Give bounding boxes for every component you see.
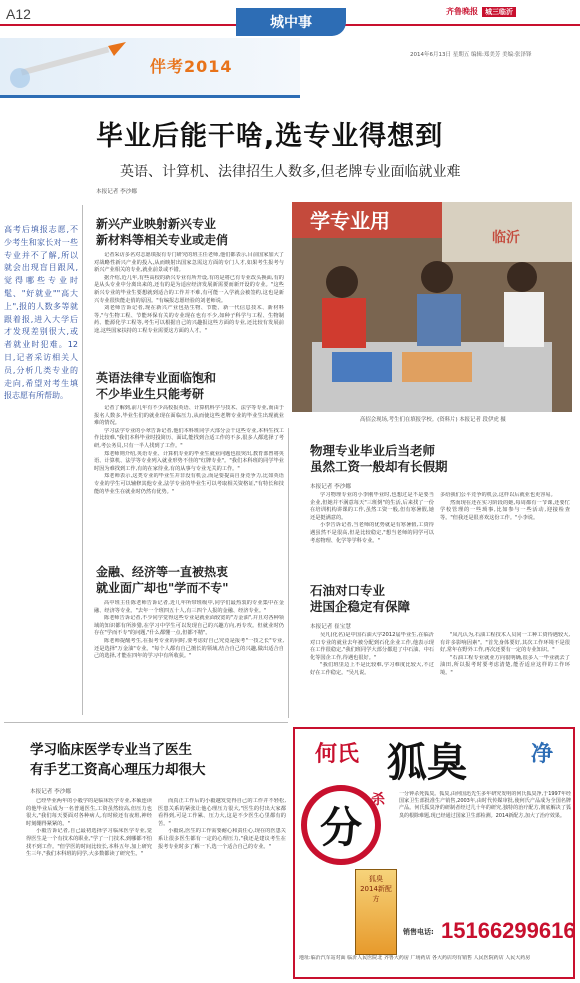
page-number: A12 (6, 6, 31, 22)
paragraph: 小毅告诉记者,自己最初选择学习临床医学专业,觉得医生是一个有技术的职业,"学了一门技术,到哪都不怕找不到工作。"但学医的时间比较长,本科五年,加上研究生三年,"我们本科班的同学,大多数都读了研究生。" (26, 828, 152, 858)
article-body (26, 798, 152, 859)
paragraph: 而真正工作后的小毅越发觉得自己的工作并不轻松,医患关系的紧张让他心理压力很大,"医生的付出大家都看得到,可是工作累、压力大,这是不少医生心里都有的苦。" (158, 798, 286, 827)
article-heading: 新兴产业映射新兴专业 新材料等相关专业或走俏 (96, 217, 229, 247)
article-byline: 本报记者 李沙娜 (30, 789, 71, 795)
paragraph: 陈老师告诉记者,不少同学觉得这些专业是就业面较宽的"万金油",并且对各种领域的知识都有所涉猎,在学习中学生可以发现自己的兴趣方向,再专攻。但就业时仍存在"学而不专"的问题,"什么都懂一点,但都不精"。 (94, 615, 284, 637)
prohibit-glyph: 分 (319, 803, 362, 852)
paragraph: 小李告诉记者,当老师的优势就是有寒暑假,工资待遇虽然不是很高,但是比较稳定,"想当老师的同学可以考虑物理、化学等学科专业。" (310, 522, 434, 544)
masthead (446, 6, 574, 22)
ad-brand-main: 狐臭 (387, 740, 467, 786)
photo-illustration (292, 202, 572, 412)
paragraph: 小毅说,医生的工作需要耐心和责任心,现在的医患关系让很多医生都有一定的心理压力,"我还是建议考生在报考专业时多了解一下,选一个适合自己的专业。" (158, 828, 286, 850)
masthead-logo: 齐鲁晚报 (446, 7, 478, 16)
paragraph: 郑老师表示,这类专业的毕业生并非没有机会,而是要提高自身竞争力,比如英语专业的学生可以辅修其他专业,法学专业的毕业生可以考取相关资格证,"有特长和技能的毕业生在就业时仍然有优势。" (94, 473, 284, 495)
paragraph: 学习物理专业的小李刚毕业时,也想过是不是要当企业,但她并不满意每天"三班倒"的生活,后来找了一份在培训机构讲课的工作,虽然工资一般,但有寒暑假,她还是挺满意的。 (310, 492, 434, 521)
paragraph: 多给我们公平竞争的机会,这样以后就业也更容易。 (440, 492, 556, 498)
paragraph: 郑老师则介绍,英语专业、计算机专业的毕业生就业问题也很突出,教育部曾将英语、计算机、法学等专业列入就业形势不佳的"红牌专业"。"我们本科班的同学毕业时因为难找到工作,有的在家待业,有的从事与专业无关的工作。" (94, 450, 284, 472)
article-byline: 本报记者 李沙娜 (310, 484, 351, 490)
paragraph: 记者了解到,前几年有不少高校报英语、计算机科学与技术、法学等专业,而由于报名人数多,毕业生们的就业现在面临压力,从而使这些老牌专业的毕业生出现就业难的情况。 (94, 405, 284, 427)
intro-sidebar: 高考后填报志愿,不少考生和家长对一些专业并不了解,所以就会出现盲目跟风,觉得哪些专业时髦、"好就业""高大上",报的人数多等就跟着报,进入大学后才发现差别很大,或者就业时犯难。12日,记者采访相关人员,分析几类专业的走向,希望对考生填报志愿有所帮助。 (4, 225, 78, 401)
subheadline: 英语、计算机、法律招生人数多,但老牌专业面临就业难 (120, 164, 461, 180)
news-photo (292, 202, 572, 412)
product-box: 狐臭 2014新配方 (355, 869, 397, 955)
ad-body: 一分钟杀死狐臭。狐臭,由何国迅先生多年研究发明的何氏狐臭净,于1997年经国家卫生部批准生产销售,2003年,由时代传媒审批,使何氏产品成为全国名牌产品。何氏狐臭净的研制者经过几十年的研究,独特的治疗配方,彻底解决了狐臭的根除难题,现已经通过国家卫生部检测。2014新配方,加大了治疗效果。 (399, 791, 571, 819)
paragraph: 高中班主任陈老师告诉记者,近几年所带班级中,同学们最热衷的专业集中在金融、经济等专业。"去年一个班四五十人,有三四个人报的金融、经济专业。" (94, 600, 284, 614)
masthead-edition: 城三临沂 (482, 7, 516, 17)
article-body (94, 405, 284, 496)
paragraph: 吴凡(化名)是中国石油大学2012届毕业生,在临沂对口专业的就业去年被分配到石化企业工作,他表示现在工作很稳定,"我们班同学大部分都进了中石油、中石化等国企工作,待遇也很好。" (310, 632, 434, 661)
paragraph: "我们班里边上不是比较难,学习难度比较大,不过好在工作稳定。"吴凡说。 (310, 662, 434, 676)
paragraph: 然而现在还在实习阶段的她,每周都有一节课,还要忙学校管理的一些琐事,比如参与一些活动,迎接检查等。"但我还是很喜欢这份工作。"小李说。 (440, 499, 570, 521)
section-title: 城中事 (236, 8, 346, 36)
article-body (440, 492, 570, 522)
paragraph: 已经毕业两年的小毅学的是临床医学专业,本硕连读的他毕业后成为一名普通医生,工资虽然较高,但压力也很大,"我们每天要面对各种病人,有时候还有夜班,神经时刻绷得紧紧的。" (26, 798, 152, 827)
ad-brand-left: 何氏 (315, 742, 360, 767)
article-body (310, 632, 434, 678)
main-byline: 本报记者 李沙娜 (96, 189, 137, 195)
advertisement (293, 727, 575, 979)
article-body (310, 492, 434, 545)
paragraph: 学习法学专业的小翠告诉记者,他们本科班同学大部分会干这些专业,本科生找工作比较难,"我们本科毕业时投简历、面试,能找到合适工作的不多,很多人都选择了考研,考公务员,只有一半人找到了工作。" (94, 427, 284, 449)
paragraph: 刘老师告诉记者,现在新兴产业包括生物、节能、新一代信息技术、新材料等,"与生物工程、节能环保有关的专业现在也有不少,如种子科学与工程、生物制药、能源化学工程等,考生可以根据自己的兴趣报这些方面的专业,还比较有发展前途,这些国家扶持的工程专业需要这方面的人才。" (94, 305, 284, 334)
ad-address: 地址:临沂汽车站对面 临沂人民医院北 齐鲁大药房 广场药店 各大药店均有销售 人民医院药店 人民大药房 (299, 955, 531, 961)
photo-caption: 高招会现场,考生们在填报学校。(资料片) 本报记者 段伊虎 摄 (360, 417, 506, 423)
article-body (440, 632, 570, 678)
photo-tent-text: 临沂 (492, 230, 520, 246)
paragraph: 记者采访多名对志愿填报有专门研究的班主任老师,他们都表示,目前国家加大了对战略性新兴产业的投入,从而映射出国家急需这方面的专门人才,如果考生报考与新兴产业相关的专业,就业前景或不错。 (94, 252, 284, 274)
column-rule (82, 205, 83, 715)
photo-banner-text: 学专业用 (310, 209, 390, 233)
prohibit-icon (301, 785, 381, 865)
article-heading: 石油对口专业 进国企稳定有保障 (310, 583, 411, 614)
ad-brand-right: 净 (531, 742, 554, 767)
ad-sub-glyph: 杀 (371, 792, 385, 808)
phone-number: 15166299616 (441, 918, 576, 943)
headline: 毕业后能干啥,选专业得想到 (96, 121, 444, 152)
date-line: 2014年6月13日 星期五 编辑:郑美芳 美编:张泽锋 (410, 52, 532, 58)
paragraph: 陈老师提醒考生,在报考专业的同时,要考虑好自己究竟是报考"一技之长"专业,还是选择"万金油"专业。"每个人都有自己擅长的领域,结合自己的兴趣,做出适合自己的选择,才能在四年的学习中有所收获。" (94, 637, 284, 660)
section-rule (4, 722, 288, 723)
pen-icon (0, 38, 130, 98)
banner-title: 伴考2014 (150, 57, 233, 76)
article-heading: 英语法律专业面临饱和 不少毕业生只能考研 (96, 371, 217, 401)
article-body (94, 252, 284, 336)
paragraph: 据介绍,近几年,有些高校的新兴专业有所开设,有的是将已有专业改头换面,有的是从头专业中分离出来的,还有的是为适应经济发展新需要而新开设的专业。"这些新兴专业的毕业生要想就到适合的工作并不难,有可能一入学就会被签约,这也是新兴专业很快能走俏的原因。"有编报志愿经验的刘老师说。 (94, 274, 284, 304)
article-byline: 本报记者 崔宝慧 (310, 624, 351, 630)
article-heading: 物理专业毕业后当老师 虽然工资一般却有长假期 (310, 443, 448, 474)
column-rule (288, 428, 289, 718)
article-heading: 学习临床医学专业当了医生 有手艺工资高心理压力却很大 (30, 742, 206, 778)
article-body (158, 798, 286, 851)
article-body (94, 600, 284, 661)
phone-label: 销售电话: (403, 928, 434, 936)
paragraph: "凤凡认为,石油工程技术人员同一工种工资待遇较大,有许多影响因素"。"首先身体要好,其次工作环境不是很好,常年在野外工作,再次还要有一定的专业知识。" (440, 632, 570, 654)
article-heading: 金融、经济等一直被热衷 就业面广却也"学而不专" (96, 565, 229, 595)
paragraph: "石油工程专业就业方向很明确,很多人一毕业就去了油田,所以报考时要考虑清楚,能否适应这样的工作环境。" (440, 654, 570, 676)
